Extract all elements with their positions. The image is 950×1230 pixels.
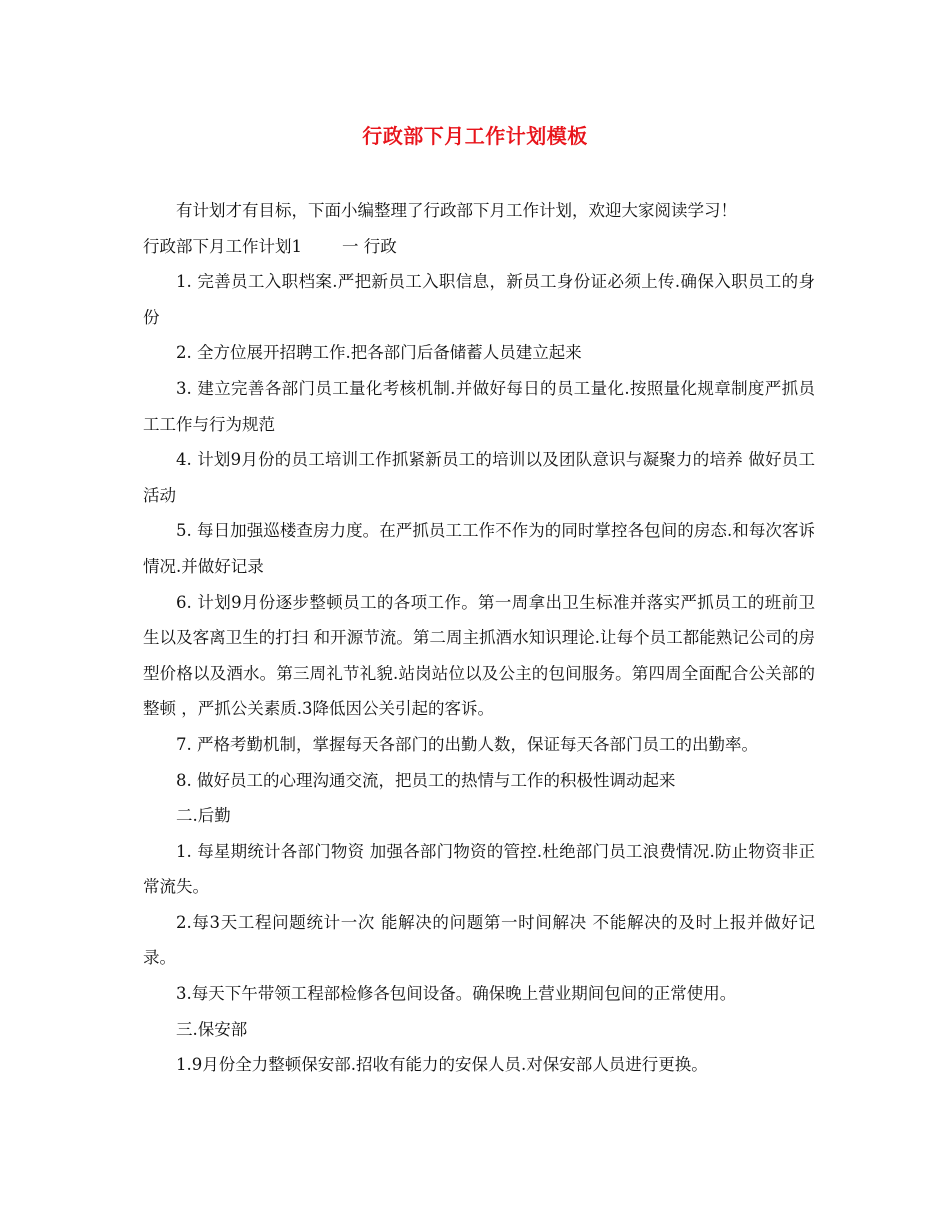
- section2-item: 1. 每星期统计各部门物资 加强各部门物资的管控.杜绝部门员工浪费情况.防止物资非正常流失。: [143, 841, 815, 897]
- section1-item: 2. 全方位展开招聘工作.把各部门后备储蓄人员建立起来: [176, 343, 582, 363]
- section2-item: 2.每3天工程问题统计一次 能解决的问题第一时间解决 不能解决的及时上报并做好记录。: [143, 912, 815, 968]
- section1-item: 7. 严格考勤机制，掌握每天各部门的出勤人数，保证每天各部门员工的出勤率。: [176, 734, 758, 754]
- section3-heading: 三.保安部: [176, 1019, 248, 1039]
- section1-item: 5. 每日加强巡楼查房力度。在严抓员工工作不作为的同时掌控各包间的房态.和每次客诉情况.并做好记录: [143, 521, 815, 576]
- plan-heading: 行政部下月工作计划1: [143, 236, 302, 256]
- section3-item: 1.9月份全力整顿保安部.招收有能力的安保人员.对保安部人员进行更换。: [176, 1055, 708, 1075]
- section2-item: 3.每天下午带领工程部检修各包间设备。确保晚上营业期间包间的正常使用。: [176, 984, 737, 1004]
- section1-heading: 一 行政: [342, 236, 397, 256]
- document-title: 行政部下月工作计划模板: [362, 124, 588, 148]
- section1-item: 3. 建立完善各部门员工量化考核机制.并做好每日的员工量化.按照量化规章制度严抓员工工作与行为规范: [143, 378, 815, 434]
- section1-item: 8. 做好员工的心理沟通交流，把员工的热情与工作的积极性调动起来: [176, 770, 676, 790]
- document-body: [143, 193, 815, 1083]
- plan-heading-line: [143, 229, 815, 265]
- section1-item: 1. 完善员工入职档案.严把新员工入职信息，新员工身份证必须上传.确保入职员工的身份: [143, 272, 815, 327]
- section2-heading: 二.后勤: [176, 806, 231, 826]
- intro-paragraph: 有计划才有目标，下面小编整理了行政部下月工作计划，欢迎大家阅读学习！: [176, 201, 737, 220]
- section1-item: 6. 计划9月份逐步整顿员工的各项工作。第一周拿出卫生标准并落实严抓员工的班前卫生以及客离卫生的打扫 和开源节流。第二周主抓酒水知识理论.让每个员工都能熟记公司的房型价格以及酒水。第三周礼节礼貌.站岗站位以及公主的包间服务。第四周全面配合公关部的整顿 ，严抓公关素质.3降低因公关引起的客诉。: [143, 592, 815, 719]
- section1-item: 4. 计划9月份的员工培训工作抓紧新员工的培训以及团队意识与凝聚力的培养 做好员工活动: [143, 450, 815, 505]
